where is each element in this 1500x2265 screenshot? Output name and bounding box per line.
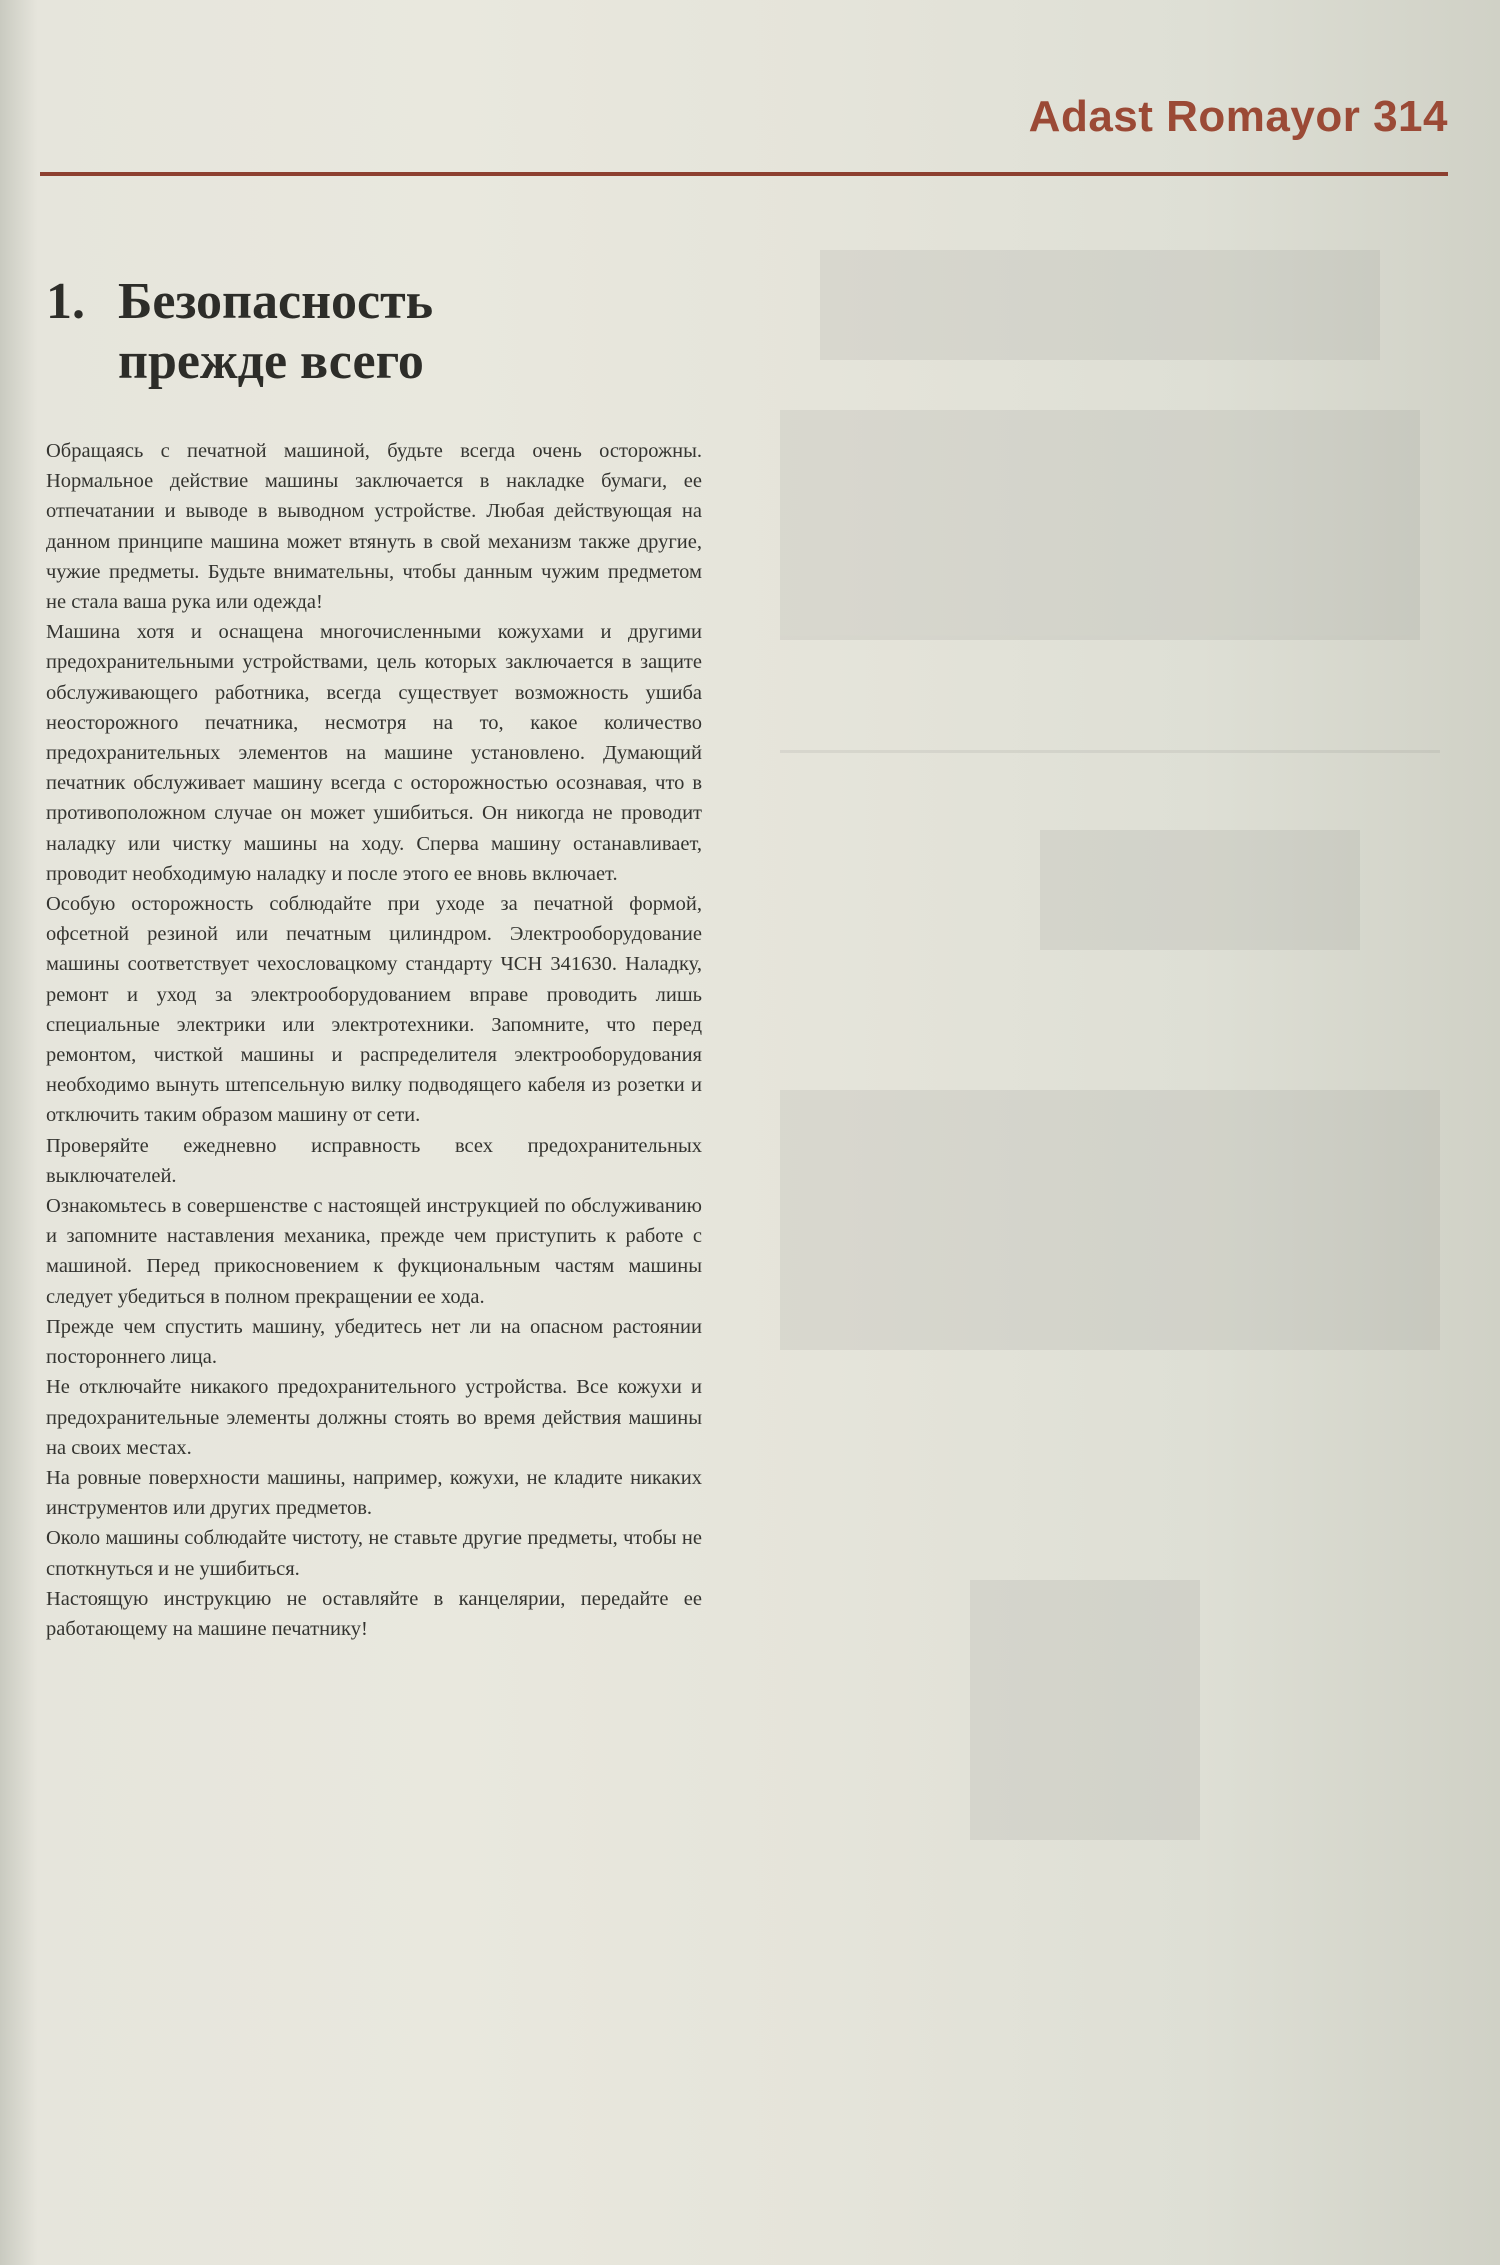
paragraph: Прежде чем спустить машину, убедитесь нет ли на опасном растоянии постороннего лица. bbox=[46, 1315, 702, 1369]
section-title-line2: прежде всего bbox=[118, 333, 424, 390]
section-number: 1. bbox=[46, 273, 85, 330]
show-through-heading bbox=[820, 250, 1380, 360]
paragraph: Машина хотя и оснащена многочисленными кожухами и другими предохранительными устройствами, цель которых заключается в защите обслуживающего работника, всегда существует возможность ушиба неосторожного печатника, несмотря на то, какое количество предохранительных элементов на машине установлено. Думающий печатник обслуживает машину всегда с осторожностью осознавая, что в противоположном случае он может ушибиться. Он никогда не проводит наладку или чистку машины на ходу. Сперва машину останавливает, проводит необходимую наладку и после этого ее вновь включает. bbox=[46, 621, 702, 885]
show-through-figure bbox=[970, 1580, 1200, 1840]
paragraph: Проверяйте ежедневно исправность всех предохранительных выключателей. bbox=[46, 1134, 702, 1187]
show-through-rule bbox=[780, 750, 1440, 753]
section-title-line1: Безопасность bbox=[118, 273, 434, 330]
section-heading bbox=[46, 272, 706, 392]
paragraph: Около машины соблюдайте чистоту, не ставьте другие предметы, чтобы не споткнуться и не ушибиться. bbox=[46, 1527, 702, 1580]
paragraph: Настоящую инструкцию не оставляйте в канцелярии, передайте ее работающему на машине печатнику! bbox=[46, 1587, 702, 1640]
show-through-list bbox=[1040, 830, 1360, 950]
show-through-background bbox=[740, 230, 1460, 1830]
paragraph: Особую осторожность соблюдайте при уходе за печатной формой, офсетной резиной или печатным цилиндром. Электрооборудование машины соответствует чехословацкому стандарту ЧСН 341630. Наладку, ремонт и уход за электрооборудованием вправе проводить лишь специальные электрики или электротехники. Запомните, что перед ремонтом, чисткой машины и распределителя электрооборудования необходимо вынуть штепсельную вилку подводящего кабеля из розетки и отключить таким образом машину от сети. bbox=[46, 893, 702, 1127]
paragraph: Обращаясь с печатной машиной, будьте всегда очень осторожны. Нормальное действие машины заключается в накладке бумаги, ее отпечатании и выводе в выводном устройстве. Любая действующая на данном принципе машина может втянуть в свой механизм также другие, чужие предметы. Будьте внимательны, чтобы данным чужим предметом не стала ваша рука или одежда! bbox=[46, 440, 702, 614]
document-header-title: Adast Romayor 314 bbox=[1028, 92, 1448, 141]
show-through-paragraph-2 bbox=[780, 1090, 1440, 1350]
header-rule bbox=[40, 172, 1448, 176]
show-through-paragraph bbox=[780, 410, 1420, 640]
safety-body-text bbox=[46, 436, 702, 1644]
paragraph: На ровные поверхности машины, например, кожухи, не кладите никаких инструментов или других предметов. bbox=[46, 1466, 702, 1520]
paragraph: Не отключайте никакого предохранительного устройства. Все кожухи и предохранительные элементы должны стоять во время действия машины на своих местах. bbox=[46, 1376, 702, 1459]
paragraph: Ознакомьтесь в совершенстве с настоящей инструкцией по обслуживанию и запомните наставления механика, прежде чем приступить к работе с машиной. Перед прикосновением к фукциональным частям машины следует убедиться в полном прекращении ее хода. bbox=[46, 1195, 702, 1308]
